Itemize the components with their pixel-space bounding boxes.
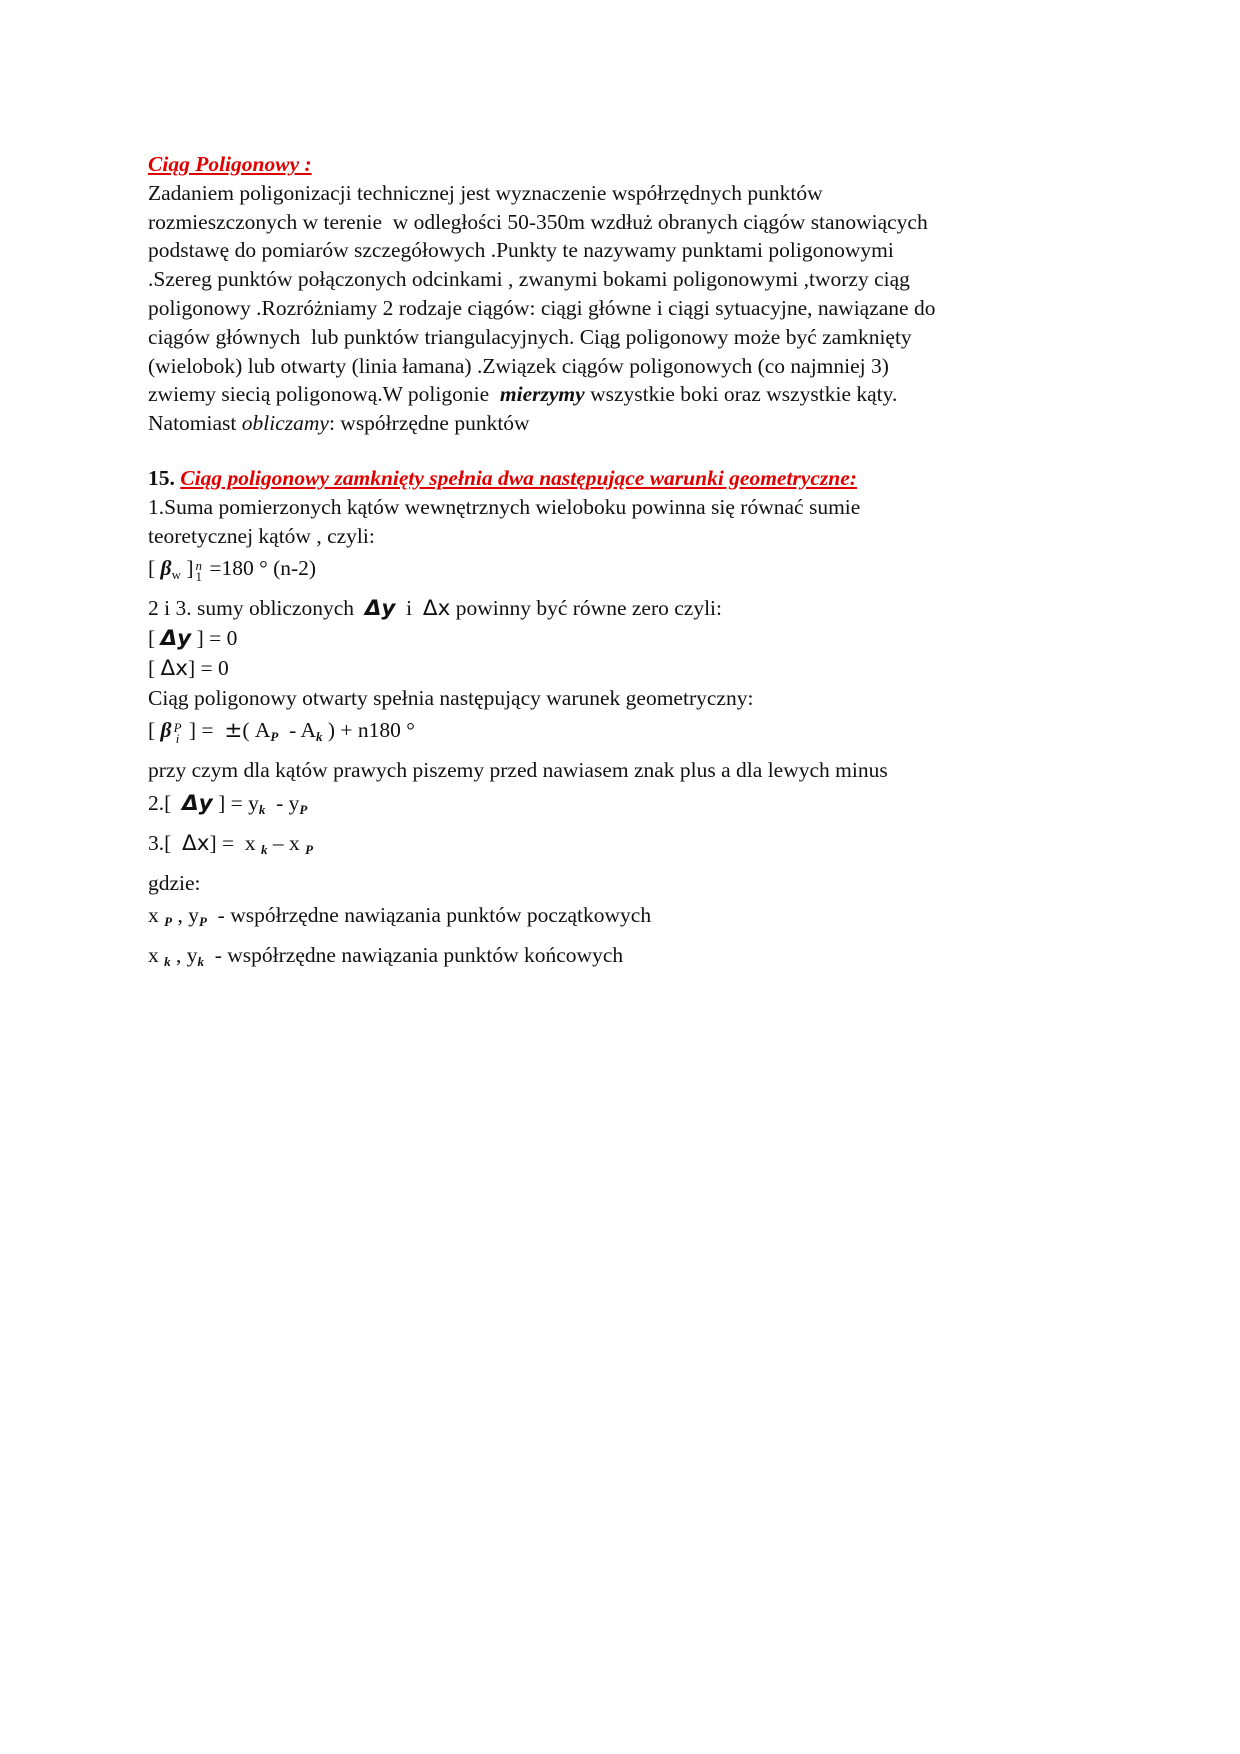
formula-open-traverse: [ β P i ] = ±( $A_P - A_k$ ) + n180 °	[148, 718, 415, 747]
paragraph-line: podstawę do pomiarów szczegółowych .Punkty te nazywamy punktami poligonowymi	[148, 238, 894, 263]
condition-text: 1.Suma pomierzonych kątów wewnętrznych wieloboku powinna się równać sumie	[148, 494, 861, 519]
condition-text: 2 i 3. sumy obliczonych Δy i Δx powinny być równe zero czyli:	[148, 596, 722, 622]
definition-end-points: x $_k$ , $y_k$ - współrzędne nawiązania punktów końcowych	[148, 943, 624, 970]
where-label: gdzie:	[148, 870, 201, 895]
definition-start-points: x $_P$ , $y_P$ - współrzędne nawiązania punktów początkowych	[148, 903, 652, 930]
formula-dy: 2.[ Δy ] = $y_k - y_P$	[148, 790, 308, 817]
paragraph-line: Natomiast obliczamy: współrzędne punktów	[148, 411, 530, 436]
section-heading: 15. Ciąg poligonowy zamknięty spełnia dwa następujące warunki geometryczne:	[148, 465, 857, 490]
paragraph-line: zwiemy siecią poligonową.W poligonie mierzymy wszystkie boki oraz wszystkie kąty.	[148, 382, 898, 407]
paragraph-line: (wielobok) lub otwarty (linia łamana) .Związek ciągów poligonowych (co najmniej 3)	[148, 353, 889, 378]
formula-dy-zero: [ Δy ] = 0	[148, 625, 238, 651]
condition-text: Ciąg poligonowy otwarty spełnia następujący warunek geometryczny:	[148, 685, 754, 710]
paragraph-line: .Szereg punktów połączonych odcinkami , zwanymi bokami poligonowymi ,tworzy ciąg	[148, 267, 910, 292]
paragraph-line: ciągów głównych lub punktów triangulacyjnych. Ciąg poligonowy może być zamknięty	[148, 324, 912, 349]
formula-angle-sum: [ $\beta_w$ ] n 1 =180 ° (n-2)	[148, 556, 317, 585]
formula-dx-zero: [ Δx] = 0	[148, 655, 229, 681]
formula-dx: 3.[ Δx] = x $_k$ – x $_P$	[148, 830, 314, 857]
document-page	[148, 150, 1088, 977]
paragraph-line: Zadaniem poligonizacji technicznej jest wyznaczenie współrzędnych punktów	[148, 180, 823, 205]
note-text: przy czym dla kątów prawych piszemy przed nawiasem znak plus a dla lewych minus	[148, 758, 888, 783]
condition-text: teoretycznej kątów , czyli:	[148, 523, 375, 548]
paragraph-line: rozmieszczonych w terenie w odległości 50-350m wzdłuż obranych ciągów stanowiących	[148, 209, 928, 234]
paragraph-line: poligonowy .Rozróżniamy 2 rodzaje ciągów: ciągi główne i ciągi sytuacyjne, nawiązane do	[148, 295, 936, 320]
section-title: Ciąg Poligonowy :	[148, 152, 312, 176]
